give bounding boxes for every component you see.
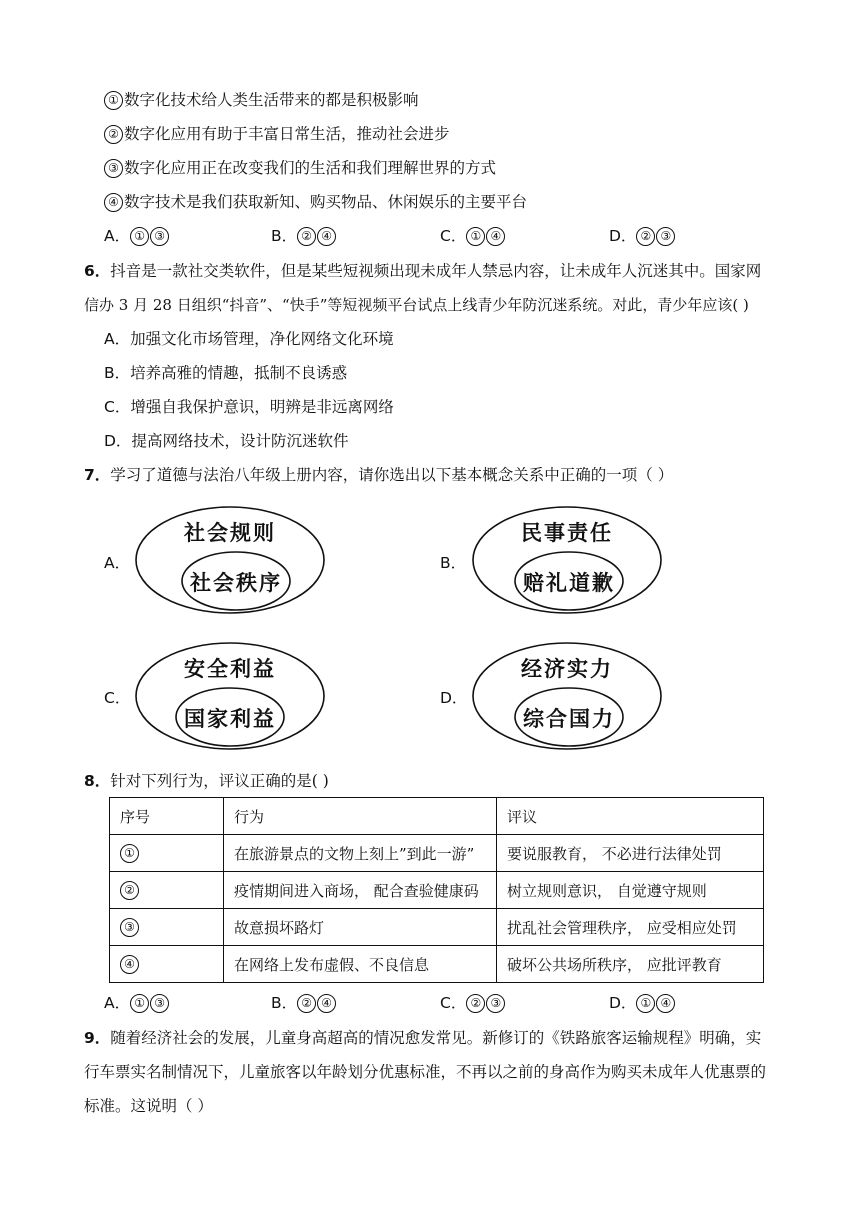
table-header-cell: 行为 [224, 798, 497, 835]
table-cell: 在旅游景点的文物上刻上”到此一游” [224, 835, 497, 872]
q7-c-inner: 国家利益 [184, 706, 276, 731]
q7-a-inner: 社会秩序 [190, 570, 282, 595]
q5-statement-1: ① 数字化技术给人类生活带来的都是积极影响 [104, 90, 419, 110]
q5-option-c[interactable]: C． ① ④ [440, 226, 506, 246]
q5-option-a[interactable]: A． ① ③ [104, 226, 170, 246]
table-cell: 要说服教育， 不必进行法律处罚 [497, 835, 764, 872]
table-cell: 疫情期间进入商场， 配合查验健康码 [224, 872, 497, 909]
q6-stem-line1: 6．抖音是一款社交类软件，但是某些短视频出现未成年人禁忌内容，让未成年人沉迷其中。国家网 [84, 262, 762, 280]
table-cell: ③ [110, 909, 224, 946]
q8-option-d[interactable]: D． ① ④ [609, 993, 676, 1013]
q5-statement-3: ③ 数字化应用正在改变我们的生活和我们理解世界的方式 [104, 158, 496, 178]
q7-a-outer: 社会规则 [184, 520, 276, 545]
q5-statement-4: ④ 数字技术是我们获取新知、购买物品、休闲娱乐的主要平台 [104, 192, 527, 212]
q5-option-d[interactable]: D． ② ③ [609, 226, 676, 246]
q6-stem-line2: 信办 3 月 28 日组织“抖音”、“快手”等短视频平台试点上线青少年防沉迷系统。对此，青少年应该( ) [84, 296, 749, 314]
q7-diagram-a[interactable] [134, 505, 326, 615]
q8-option-c[interactable]: C． ② ③ [440, 993, 506, 1013]
q7-diagram-d[interactable] [471, 641, 663, 751]
table-header-cell: 评议 [497, 798, 764, 835]
q5-option-b[interactable]: B． ② ④ [271, 226, 337, 246]
q5-statement-2: ② 数字化应用有助于丰富日常生活，推动社会进步 [104, 124, 450, 144]
table-cell: 破坏公共场所秩序， 应批评教育 [497, 946, 764, 983]
table-header-cell: 序号 [110, 798, 224, 835]
q6-option-b[interactable]: B．培养高雅的情趣，抵制不良诱惑 [104, 364, 348, 382]
q9-stem-line1: 9．随着经济社会的发展，儿童身高超高的情况愈发常见。新修订的《铁路旅客运输规程》明确，实 [84, 1029, 762, 1047]
q8-table [109, 797, 764, 983]
q7-d-outer: 经济实力 [521, 656, 613, 681]
q9-stem-line3: 标准。这说明（ ） [84, 1097, 213, 1115]
table-cell: 树立规则意识， 自觉遵守规则 [497, 872, 764, 909]
q7-b-outer: 民事责任 [521, 520, 613, 545]
table-cell: ① [110, 835, 224, 872]
q7-diagram-c[interactable] [134, 641, 326, 751]
table-cell: ④ [110, 946, 224, 983]
table-header-row [110, 798, 764, 835]
q7-option-c-label[interactable]: C． [104, 689, 131, 707]
q8-option-a[interactable]: A． ① ③ [104, 993, 170, 1013]
q6-option-c[interactable]: C．增强自我保护意识，明辨是非远离网络 [104, 398, 394, 416]
q8-stem: 8．针对下列行为，评议正确的是( ) [84, 772, 329, 790]
q9-stem-line2: 行车票实名制情况下，儿童旅客以年龄划分优惠标准，不再以之前的身高作为购买未成年人优惠票的 [84, 1063, 767, 1081]
q8-option-b[interactable]: B． ② ④ [271, 993, 337, 1013]
q7-option-a-label[interactable]: A． [104, 554, 131, 572]
q7-option-b-label[interactable]: B． [440, 554, 467, 572]
q7-c-outer: 安全利益 [184, 656, 276, 681]
q6-option-d[interactable]: D．提高网络技术，设计防沉迷软件 [104, 432, 349, 450]
table-cell: 故意损坏路灯 [224, 909, 497, 946]
q7-stem: 7．学习了道德与法治八年级上册内容，请你选出以下基本概念关系中正确的一项（ ） [84, 466, 674, 484]
q7-b-inner: 赔礼道歉 [523, 570, 615, 595]
table-row [110, 835, 764, 872]
table-cell: ② [110, 872, 224, 909]
q7-diagram-b[interactable] [471, 505, 663, 615]
table-row [110, 909, 764, 946]
table-cell: 扰乱社会管理秩序， 应受相应处罚 [497, 909, 764, 946]
table-row [110, 946, 764, 983]
table-cell: 在网络上发布虚假、不良信息 [224, 946, 497, 983]
q7-option-d-label[interactable]: D． [440, 689, 468, 707]
q6-option-a[interactable]: A．加强文化市场管理，净化网络文化环境 [104, 330, 394, 348]
q7-d-inner: 综合国力 [523, 706, 615, 731]
table-row [110, 872, 764, 909]
